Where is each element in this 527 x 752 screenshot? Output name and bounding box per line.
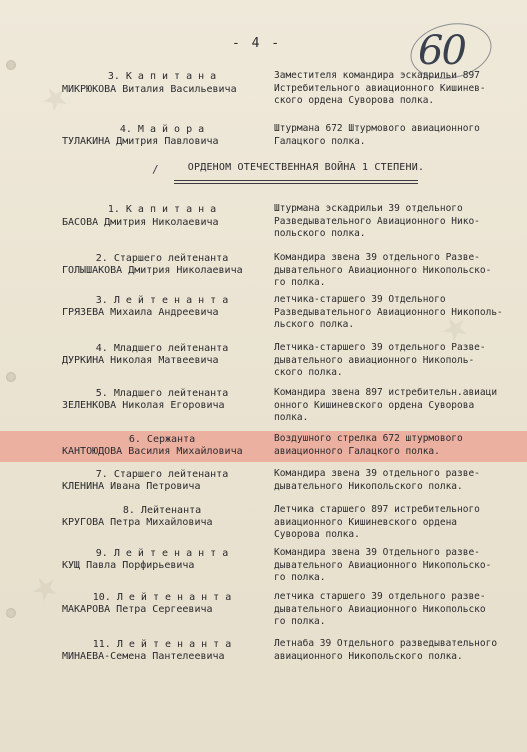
entry-rank: 2. Старшего лейтенанта	[95, 253, 229, 264]
page-number: - 4 -	[232, 36, 282, 51]
entry-rank: 3. Л е й т е н а н т а	[95, 295, 229, 306]
entry-name: ГОЛЫШАКОВА Дмитрия Николаевича	[62, 265, 243, 276]
watermark-star-icon: ★	[29, 66, 78, 125]
entry-name: МАКАРОВА Петра Сергеевича	[62, 604, 213, 615]
punch-hole	[6, 60, 16, 70]
entry-rank: 7. Старшего лейтенанта	[95, 469, 229, 480]
entry-description: Летчика-старшего 39 отдельного Разве- дывательного авиационного Никополь- ского полка.	[274, 342, 486, 378]
section-underline	[174, 180, 418, 184]
watermark-star-icon: ★	[429, 296, 478, 355]
entry-name: ГРЯЗЕВА Михаила Андреевича	[62, 307, 219, 318]
entry-description: Командира звена 39 Отдельного разве- дывательного Авиационного Никопольско- го полка.	[274, 547, 492, 583]
entry-description: Командира звена 39 отдельного Разве- дывательного Авиационного Никопольско- го полка.	[274, 252, 492, 288]
entry-description: Летчика старшего 897 истребительного авиационного Кишиневского ордена Суворова полка.	[274, 504, 480, 540]
entry-rank: 6. Сержанта	[128, 434, 196, 445]
entry-description: Воздушного стрелка 672 штурмового авиационного Галацкого полка.	[274, 433, 463, 457]
entry-name: КУЩ Павла Порфирьевича	[62, 560, 195, 571]
section-title: ОРДЕНОМ ОТЕЧЕСТВЕННАЯ ВОЙНА 1 СТЕПЕНИ.	[187, 162, 425, 173]
entry-name: КЛЕНИНА Ивана Петровича	[62, 481, 201, 492]
entry-description: Командира звена 897 истребительн.авиаци онного Кишиневского ордена Суворова полка.	[274, 387, 498, 423]
archive-sheet-number: 60	[418, 28, 465, 74]
entry-description: летчика старшего 39 отдельного разве- дывательного Авиационного Никопольско го полка.	[274, 591, 486, 627]
entry-description: Заместителя командира эскадрильи 897 Истребительного авиационного Кишинев- ского ордена Суворова полка.	[274, 70, 486, 106]
entry-name: ЗЕЛЕНКОВА Николая Егоровича	[62, 400, 225, 411]
entry-description: Штурмана эскадрильи 39 отдельного Разведывательного Авиационного Нико- польского полка.	[274, 203, 480, 239]
entry-name: БАСОВА Дмитрия Николаевича	[62, 217, 219, 228]
entry-name: КРУГОВА Петра Михайловича	[62, 517, 213, 528]
entry-description: Штурмана 672 Штурмового авиационного Галацкого полка.	[274, 123, 480, 147]
watermark-star-icon: ★	[19, 556, 68, 615]
entry-name: МИНАЕВА-Семена Пантелеевича	[62, 651, 225, 662]
entry-rank: 10. Л е й т е н а н т а	[92, 592, 232, 603]
entry-rank: 5. Младшего лейтенанта	[95, 388, 229, 399]
entry-rank: 3. К а п и т а н а	[107, 71, 217, 82]
entry-rank: 1. К а п и т а н а	[107, 204, 217, 215]
entry-name: ДУРКИНА Николая Матвеевича	[62, 355, 219, 366]
entry-description: Командира звена 39 отдельного разве- дывательного Никопольского полка.	[274, 468, 480, 492]
section-marker: /	[152, 163, 159, 176]
punch-hole	[6, 372, 16, 382]
punch-hole	[6, 608, 16, 618]
entry-name: МИКРЮКОВА Виталия Васильевича	[62, 84, 237, 95]
entry-rank: 9. Л е й т е н а н т а	[95, 548, 229, 559]
entry-description: Летнаба 39 Отдельного разведывательного авиационного Никопольского полка.	[274, 638, 498, 662]
entry-name: ТУЛАКИНА Дмитрия Павловича	[62, 136, 219, 147]
entry-description: летчика-старшего 39 Отдельного Разведывательного Авиационного Никополь- льского полка.	[274, 294, 503, 330]
entry-rank: 4. М а й о р а	[119, 124, 205, 135]
entry-rank: 8. Лейтенанта	[122, 505, 202, 516]
entry-rank: 4. Младшего лейтенанта	[95, 343, 229, 354]
entry-rank: 11. Л е й т е н а н т а	[92, 639, 232, 650]
entry-name: КАНТОЮДОВА Василия Михайловича	[62, 446, 243, 457]
